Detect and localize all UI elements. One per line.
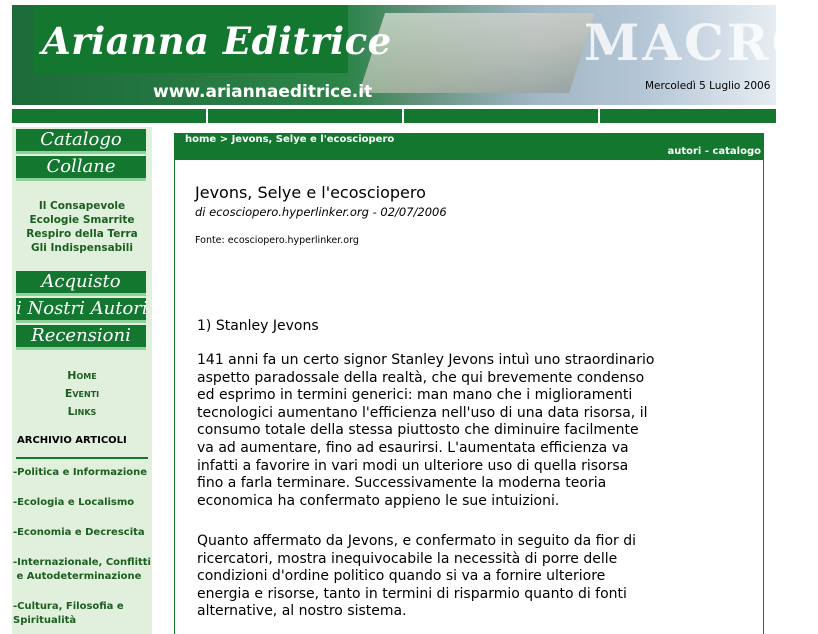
collane-button[interactable]: Collane xyxy=(16,156,146,181)
collana-link[interactable]: Ecologie Smarrite xyxy=(29,214,135,226)
breadcrumb-home-link[interactable]: home xyxy=(185,134,217,145)
brand-logo[interactable]: Arianna Editrice xyxy=(42,19,392,63)
recensioni-button[interactable]: Recensioni xyxy=(16,325,146,350)
top-nav-bar xyxy=(12,109,776,123)
paragraph-line: Quanto affermato da Jevons, e confermato in seguito da fior di xyxy=(197,533,637,549)
paragraph-line: ricercatori, mostra inequivocabile la necessità di porre delle xyxy=(197,550,618,567)
catalogo-button[interactable]: Catalogo xyxy=(16,129,146,154)
paragraph-line: economica ha confermato appieno le sue intuizioni. xyxy=(197,492,560,509)
top-nav-segment[interactable] xyxy=(404,109,600,123)
article-header-bar xyxy=(175,133,763,160)
nostri-autori-button[interactable]: i Nostri Autori xyxy=(16,298,146,323)
catalogo-link[interactable]: catalogo xyxy=(712,146,761,157)
archive-link-ecologia[interactable]: -Ecologia e Localismo xyxy=(13,497,135,508)
archive-link-cultura-cont[interactable]: Spiritualità xyxy=(13,615,77,626)
top-nav-segment[interactable] xyxy=(208,109,404,123)
collana-link[interactable]: Respiro della Terra xyxy=(26,228,138,240)
top-nav-segment[interactable] xyxy=(12,109,208,123)
paragraph-line: fino a farla terminare. Successivamente la moderna teoria xyxy=(197,475,607,492)
paragraph-line: va ad aumentare, fino ad esaurirsi. L'aumentata efficienza va xyxy=(197,439,629,456)
article-paragraph-2 xyxy=(197,533,752,621)
header-banner xyxy=(12,5,818,105)
article-byline: di ecosciopero.hyperlinker.org - 02/07/2006 xyxy=(195,205,447,219)
eventi-link[interactable]: Eventi xyxy=(64,387,100,400)
archive-link-internazionale[interactable]: -Internazionale, Conflitti xyxy=(13,557,151,568)
paragraph-line: tecnologici aumentano l'efficienza nell'uso di una data risorsa, il xyxy=(197,404,648,421)
article-source: Fonte: ecosciopero.hyperlinker.org xyxy=(195,235,359,246)
archive-divider xyxy=(16,457,148,459)
archive-link-economia[interactable]: -Economia e Decrescita xyxy=(13,527,145,538)
autori-link[interactable]: autori xyxy=(667,146,702,157)
article-title: Jevons, Selye e l'ecosciopero xyxy=(195,183,426,202)
paragraph-line: 141 anni fa un certo signor Stanley Jevons intuì uno straordinario xyxy=(197,352,655,368)
paragraph-line: condizioni d'ordine politico quando si va a fornire ulteriore xyxy=(197,568,606,585)
archive-link-politica[interactable]: -Politica e Informazione xyxy=(13,467,148,478)
article-panel xyxy=(174,133,764,634)
collane-list xyxy=(12,199,152,255)
paragraph-line: energia e risorse, tanto in termini di risparmio quanto di fonti xyxy=(197,585,627,602)
breadcrumb-current: Jevons, Selye e l'ecosciopero xyxy=(231,134,395,145)
breadcrumb xyxy=(185,134,394,145)
acquisto-button[interactable]: Acquisto xyxy=(16,271,146,296)
archive-link-internazionale-cont[interactable]: e Autodeterminazione xyxy=(13,571,142,582)
archive-heading: ARCHIVIO ARTICOLI xyxy=(17,435,127,446)
left-sidebar xyxy=(12,127,152,634)
main-links xyxy=(12,367,152,421)
site-url[interactable]: www.ariannaeditrice.it xyxy=(153,82,373,102)
article-paragraph-1 xyxy=(197,352,752,510)
paragraph-line: infatti a favorire in vari modi un ulteriore uso di quella risorsa xyxy=(197,457,629,474)
collana-link[interactable]: Gli Indispensabili xyxy=(31,242,133,254)
paragraph-line: aspetto paradossale della realtà, che qui brevemente condenso xyxy=(197,369,645,386)
paragraph-line: alternative, al nostro sistema. xyxy=(197,603,407,620)
header-links xyxy=(667,146,761,157)
breadcrumb-separator: > xyxy=(219,134,229,145)
section-heading: 1) Stanley Jevons xyxy=(197,318,319,334)
header-links-separator: - xyxy=(704,146,709,157)
banner-book-image xyxy=(359,13,595,93)
paragraph-line: ed esprimo in termini generici: man mano che i miglioramenti xyxy=(197,387,633,404)
top-nav-segment[interactable] xyxy=(600,109,774,123)
paragraph-line: consumo totale della stessa piuttosto che diminuire facilmente xyxy=(197,422,639,439)
collana-link[interactable]: Il Consapevole xyxy=(38,200,126,212)
links-link[interactable]: Links xyxy=(67,405,97,418)
home-link[interactable]: Home xyxy=(67,369,97,382)
header-date: Mercoledì 5 Luglio 2006 xyxy=(645,80,771,92)
banner-macro-text: MACRO xyxy=(584,13,818,72)
archive-link-cultura[interactable]: -Cultura, Filosofia e xyxy=(13,601,124,612)
